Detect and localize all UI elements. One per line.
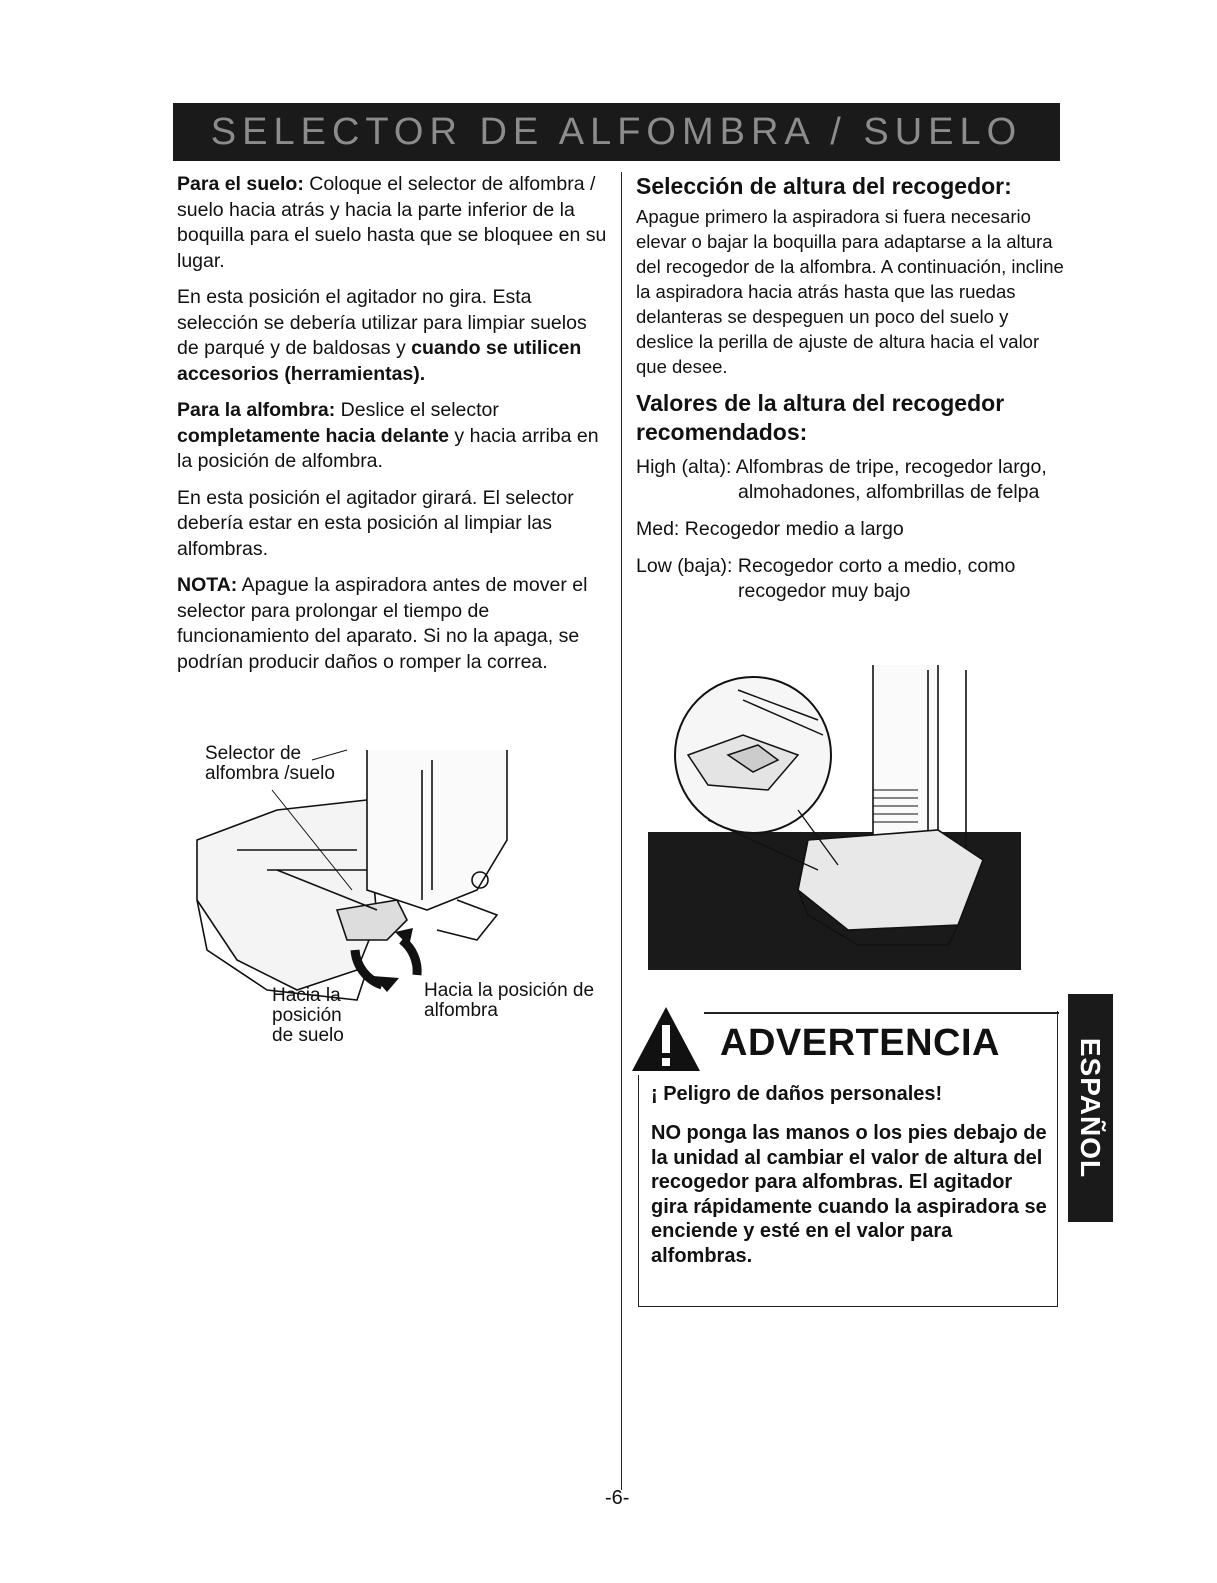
carpet-text-1: Deslice el selector [335,399,499,421]
carpet-paragraph [177,398,609,475]
left-column [177,172,609,686]
floor-text: Coloque el selector de alfombra / suelo hacia atrás y hacia la parte inferior de la boquilla para el suelo hasta que se bloquee en su lugar. [177,173,607,272]
setting-high-text-2: almohadones, alfombrillas de felpa [738,481,1040,503]
note-text: Apague la aspiradora antes de mover el selector para prolongar el tiempo de funcionamiento del aparato. Si no la apaga, se podrían producir daños o romper la correa. [177,574,588,673]
section-header-bar [173,103,1060,161]
floor-position-text: En esta posición el agitador no gira. Esta selección se debería utilizar para limpiar suelos de parqué y de baldosas y [177,286,587,359]
warning-triangle-icon [628,1003,704,1075]
height-selection-text: Apague primero la aspiradora si fuera necesario elevar o bajar la boquilla para adaptarse a la altura del recogedor de la alfombra. A continuación, incline la aspiradora hacia atrás hasta que las ruedas delanteras se despeguen un poco del suelo y deslice la perilla de ajuste de altura hacia el valor que desee. [636,206,1064,377]
language-tab-label: ESPAÑOL [1075,1037,1107,1179]
carpet-bold: completamente hacia delante [177,424,450,447]
floor-position-bold: cuando se utilicen accesorios (herramientas). [177,337,582,385]
floor-paragraph [177,172,609,274]
height-selection-heading: Selección de altura del recogedor: [636,173,1012,199]
vacuum-nozzle-drawing [177,740,617,1050]
carpet-position-label-2: alfombra [424,1000,498,1021]
carpet-text-2: y hacia arriba en la posición de alfombra. [177,424,599,472]
floor-position-label-1: Hacia la [272,985,341,1006]
selector-label-1: Selector de [205,743,302,764]
note-paragraph [177,573,609,675]
floor-position-label-3: de suelo [272,1025,344,1046]
floor-position-paragraph [177,285,609,387]
floor-heading: Para el suelo: [177,173,304,195]
note-heading: NOTA: [177,574,238,596]
warning-title: ADVERTENCIA [720,1022,1000,1064]
setting-high [636,455,1066,505]
carpet-position-label-1: Hacia la posición de [424,980,595,1001]
vacuum-height-drawing [648,660,1026,970]
page-number: -6- [605,1487,630,1509]
warning-body: NO ponga las manos o los pies debajo de la unidad al cambiar el valor de altura del recogedor para alfombras. El agitador gira rápidamente cuando la aspiradora se enciende y esté en el valor para alfombras. [651,1122,1047,1267]
height-adjust-illustration [648,660,1026,970]
setting-high-text: Alfombras de tripe, recogedor largo, [731,456,1047,478]
setting-low-text: Recogedor corto a medio, como [732,555,1016,577]
carpet-heading: Para la alfombra: [177,399,336,421]
carpet-position-paragraph: En esta posición el agitador girará. El selector debería estar en esta posición al limpiar las alfombras. [177,486,574,560]
column-divider [621,172,622,1490]
language-tab [1068,994,1113,1222]
setting-low [636,554,1066,604]
selector-illustration [177,740,617,1050]
section-title: SELECTOR DE ALFOMBRA / SUELO [210,110,1023,153]
floor-position-label-2: posición [272,1005,342,1026]
setting-med: Med: Recogedor medio a largo [636,518,904,540]
selector-label-2: alfombra /suelo [205,763,335,784]
right-column [636,172,1066,616]
warning-top-border [700,1012,1059,1014]
recommended-heights-heading: Valores de la altura del recogedor recomendados: [636,390,1005,445]
setting-high-label: High (alta): [636,456,732,478]
setting-low-text-2: recogedor muy bajo [738,580,911,602]
warning-subtitle: ¡ Peligro de daños personales! [651,1083,943,1105]
setting-low-label: Low (baja): [636,555,733,577]
